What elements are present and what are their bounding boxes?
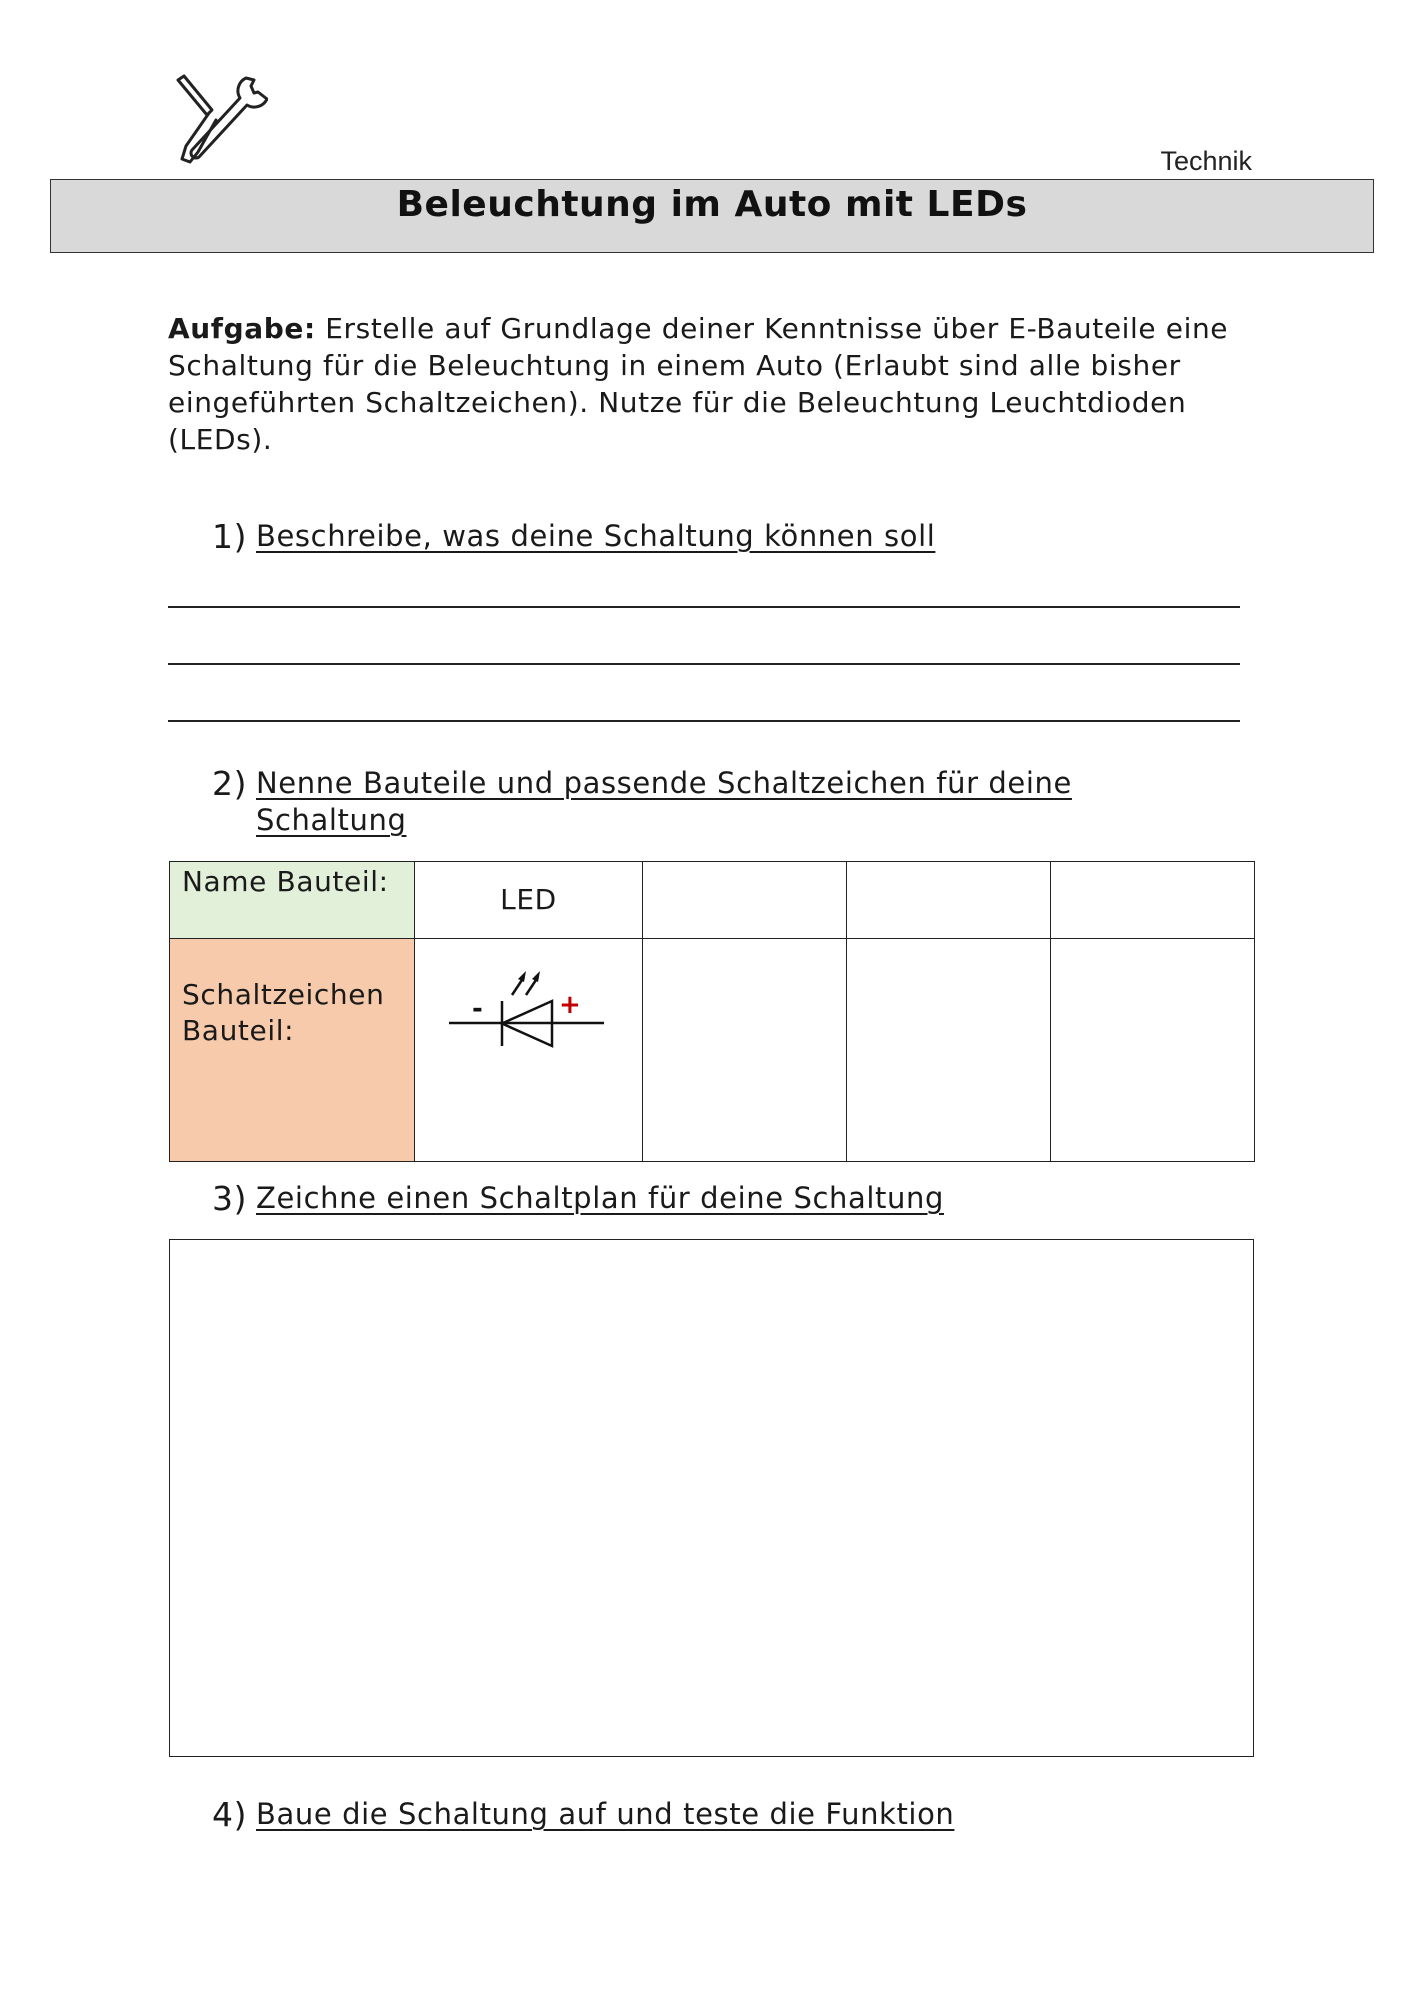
answer-line-1[interactable] bbox=[168, 606, 1240, 608]
cell-led-name: LED bbox=[415, 862, 643, 939]
step-3 bbox=[212, 1180, 944, 1217]
subject-label: Technik bbox=[1160, 146, 1252, 176]
page-title: Beleuchtung im Auto mit LEDs bbox=[396, 184, 1028, 225]
parts-table bbox=[169, 861, 1255, 1162]
cell-name-4[interactable] bbox=[1051, 862, 1255, 939]
step-1-text: Beschreibe, was deine Schaltung können soll bbox=[256, 519, 936, 553]
step-1-number: 1) bbox=[212, 517, 248, 556]
tools-icon bbox=[172, 72, 268, 168]
task-label: Aufgabe: bbox=[168, 312, 316, 345]
cell-symbol-2[interactable] bbox=[643, 939, 847, 1162]
task-text: Erstelle auf Grundlage deiner Kenntnisse über E-Bauteile eine Schaltung für die Beleuchtung in einem Auto (Erlaubt sind alle bisher eingeführten Schaltzeichen). Nutze für die Beleuchtung Leuchtdioden (LEDs). bbox=[168, 312, 1229, 456]
row-header-name: Name Bauteil: bbox=[170, 862, 415, 939]
table-row-symbol bbox=[170, 939, 1255, 1162]
step-2-number: 2) bbox=[212, 764, 248, 803]
cell-name-3[interactable] bbox=[847, 862, 1051, 939]
step-4-text: Baue die Schaltung auf und teste die Funktion bbox=[256, 1797, 955, 1831]
led-plus-label: + bbox=[558, 990, 581, 1020]
task-description bbox=[168, 310, 1258, 458]
cell-led-symbol bbox=[415, 939, 643, 1162]
step-3-text: Zeichne einen Schaltplan für deine Schaltung bbox=[256, 1181, 944, 1215]
answer-line-3[interactable] bbox=[168, 720, 1240, 722]
step-4-number: 4) bbox=[212, 1795, 248, 1834]
circuit-drawing-area[interactable] bbox=[169, 1239, 1254, 1757]
led-minus-label: - bbox=[471, 994, 483, 1024]
led-schematic-icon bbox=[444, 955, 614, 1065]
answer-line-2[interactable] bbox=[168, 663, 1240, 665]
step-1 bbox=[212, 518, 935, 555]
step-2-text: Nenne Bauteile und passende Schaltzeichen für deine Schaltung bbox=[256, 766, 1072, 837]
step-3-number: 3) bbox=[212, 1179, 248, 1218]
step-2 bbox=[212, 765, 1132, 839]
cell-name-2[interactable] bbox=[643, 862, 847, 939]
title-banner bbox=[50, 179, 1374, 253]
step-4 bbox=[212, 1796, 954, 1833]
cell-symbol-3[interactable] bbox=[847, 939, 1051, 1162]
table-row-name bbox=[170, 862, 1255, 939]
row-header-symbol: Schaltzeichen Bauteil: bbox=[170, 939, 415, 1162]
cell-symbol-4[interactable] bbox=[1051, 939, 1255, 1162]
